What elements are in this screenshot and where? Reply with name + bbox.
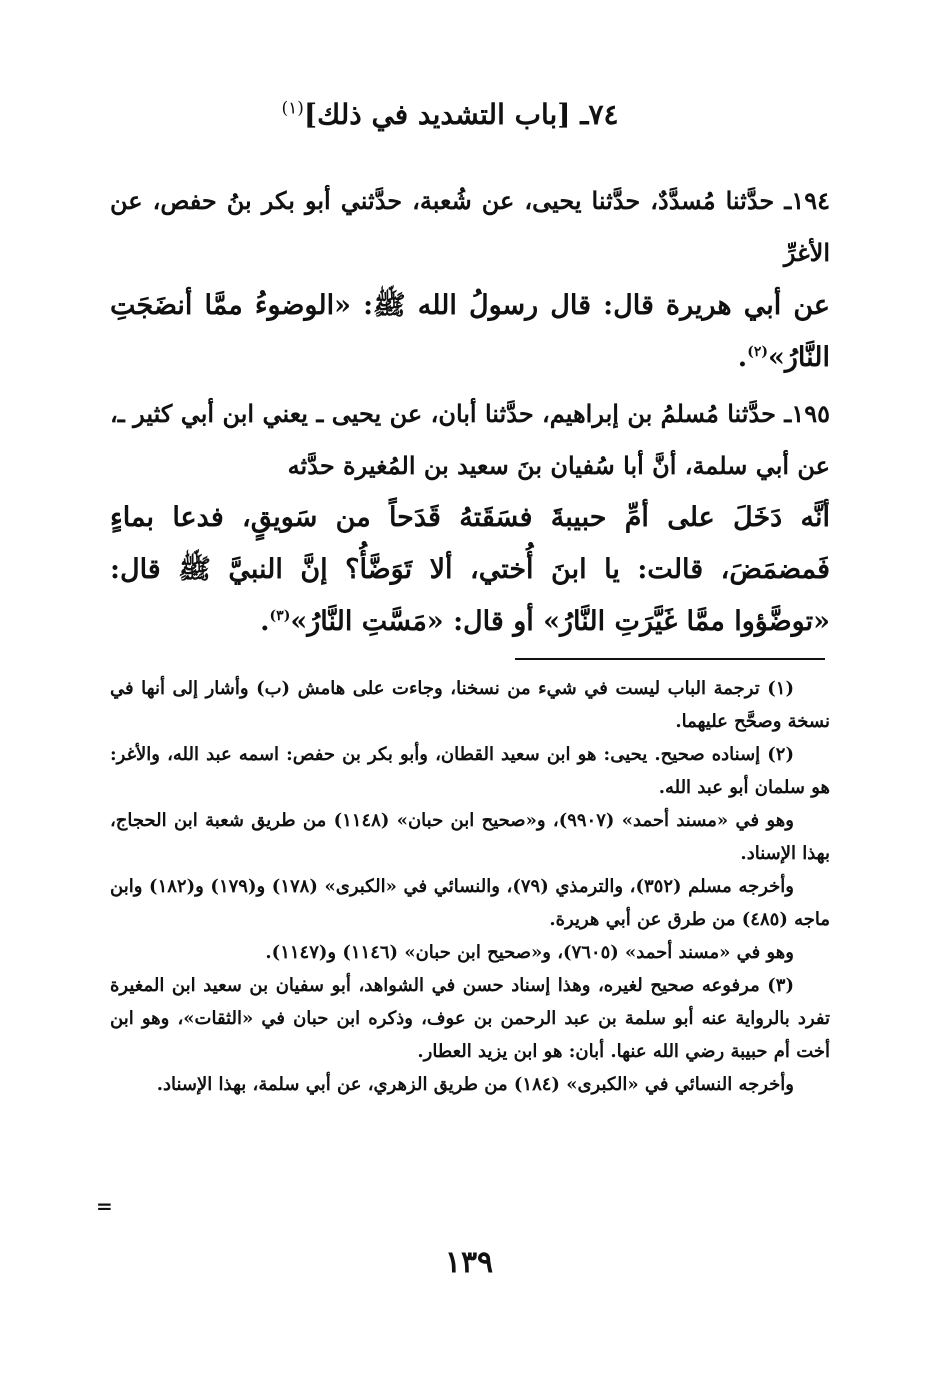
footnote-2: (٢) إسناده صحيح. يحيى: هو ابن سعيد القطان، وأبو بكر بن حفص: اسمه عبد الله، والأغر: هو سلمان أبو عبد الله.: [110, 744, 830, 798]
footnote-2-para-1: وهو في «مسند أحمد» (٩٩٠٧)، و«صحيح ابن حبان» (١١٤٨) من طريق شعبة ابن الحجاج، بهذا الإسناد.: [110, 810, 830, 864]
hadith-194-matn-text: عن أبي هريرة قال: قال رسولُ الله ﷺ: «الوضوءُ ممَّا أنضَجَتِ النَّارُ»: [110, 290, 830, 373]
footnote-2-para-3: وهو في «مسند أحمد» (٧٦٠٥)، و«صحيح ابن حبان» (١١٤٦) و(١١٤٧).: [265, 942, 794, 963]
chapter-note-ref: (١): [281, 98, 304, 119]
hadith-195-isnad: ١٩٥ـ حدَّثنا مُسلمُ بن إبراهيم، حدَّثنا أبان، عن يحيى ـ يعني ابن أبي كثير ـ، عن أبي سلمة، أنَّ أبا سُفيان بنَ سعيد بن المُغيرة حدَّثه: [110, 399, 830, 480]
footnotes: [110, 672, 830, 1101]
footnote-1: (١) ترجمة الباب ليست في شيء من نسخنا، وجاءت على هامش (ب) وأشار إلى أنها في نسخة وصحَّح عليهما.: [110, 678, 830, 732]
chapter-title-text: ٧٤ـ [باب التشديد في ذلك]: [303, 98, 619, 131]
hadith-194-isnad: ١٩٤ـ حدَّثنا مُسدَّدٌ، حدَّثنا يحيى، عن شُعبة، حدَّثني أبو بكر بنُ حفص، عن الأغرِّ: [110, 186, 830, 267]
footnote-separator: [515, 658, 825, 660]
continuation-marker: =: [96, 1194, 113, 1218]
footnote-2-para-2: وأخرجه مسلم (٣٥٢)، والترمذي (٧٩)، والنسائي في «الكبرى» (١٧٨) و(١٧٩) و(١٨٢) وابن ماجه (٤٨٥) من طرق عن أبي هريرة.: [110, 876, 830, 930]
hadith-194-note-ref: (٢): [747, 344, 768, 360]
page-number: ١٣٩: [444, 1245, 494, 1280]
footnote-3: (٣) مرفوعه صحيح لغيره، وهذا إسناد حسن في الشواهد، أبو سفيان بن سعيد ابن المغيرة تفرد بالرواية عنه أبو سلمة بن عبد الرحمن بن عوف، وذكره ابن حبان في «الثقات»، وهو ابن أخت أم حبيبة رضي الله عنها. أبان: هو ابن يزيد العطار.: [110, 975, 830, 1062]
hadith-195-matn-text: أنَّه دَخَلَ على أمِّ حبيبةَ فسَقَتهُ قَدَحاً من سَويقٍ، فدعا بماءٍ فَمضمَضَ، قالت: يا ابنَ أُختي، ألا تَوَضَّأُ؟ إنَّ النبيَّ ﷺ قال: «توضَّؤوا ممَّا غَيَّرَتِ النَّارُ» أو قال: «مَسَّتِ النَّارُ»: [110, 502, 830, 637]
hadith-194-matn: [110, 280, 830, 384]
hadith-195-matn: [110, 492, 830, 648]
footnote-3-para-1: وأخرجه النسائي في «الكبرى» (١٨٤) من طريق الزهري، عن أبي سلمة، بهذا الإسناد.: [156, 1074, 794, 1095]
hadith-195-note-ref: (٣): [269, 608, 291, 624]
hadith-194-end: .: [737, 342, 748, 373]
chapter-title: [110, 98, 790, 131]
hadith-195-end: .: [260, 606, 270, 637]
